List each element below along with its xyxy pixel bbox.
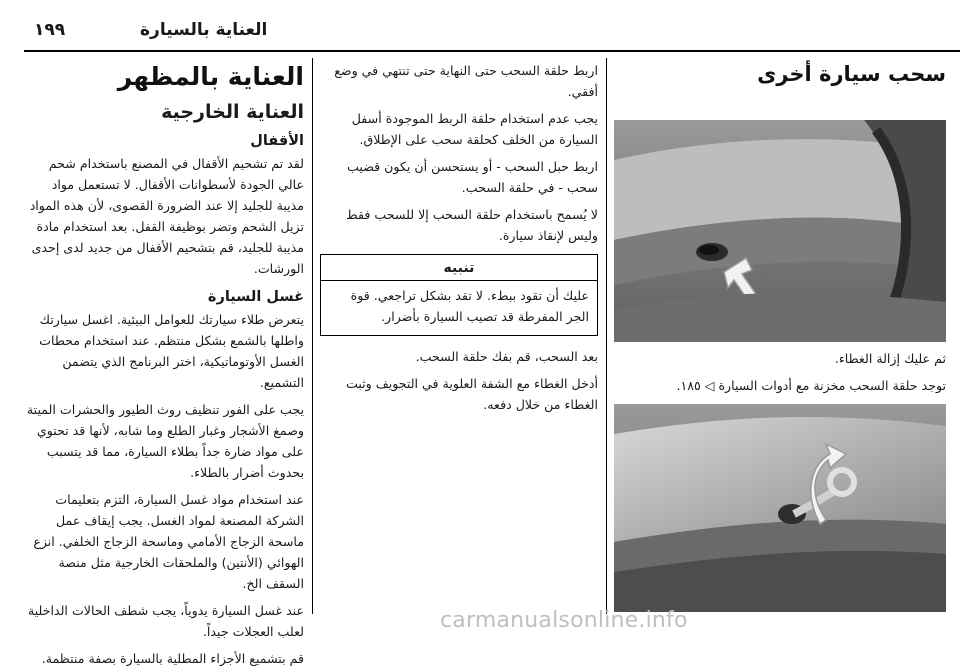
notice-title: تنبيه	[321, 255, 597, 281]
column-left	[22, 60, 304, 666]
column-divider	[312, 58, 313, 614]
caption-tow-eye-location: توجد حلقة السحب مخزنة مع أدوات السيارة ◁ ١٨٥.	[676, 378, 946, 393]
column-divider	[606, 58, 607, 614]
column-middle	[320, 60, 598, 622]
subsection-title-washing: غسل السيارة	[207, 289, 304, 305]
notice-body: عليك أن تقود ببطء. لا تقد بشكل تراجعي. قوة الجر المفرطة قد تصيب السيارة بأضرار.	[350, 288, 589, 324]
paragraph: اربط حبل السحب - أو يستحسن أن يكون قضيب سحب - في حلقة السحب.	[347, 159, 598, 195]
column-right	[614, 60, 946, 622]
paragraph: يجب عدم استخدام حلقة الربط الموجودة أسفل السيارة من الخلف كحلقة سحب على الإطلاق.	[351, 111, 598, 147]
page-number: ١٩٩	[34, 20, 66, 40]
caption-remove-cover: ثم عليك إزالة الغطاء.	[834, 351, 946, 366]
paragraph: لقد تم تشحيم الأقفال في المصنع باستخدام شحم عالي الجودة لأسطوانات الأقفال. لا تستعمل مواد مذيبة للجليد إلا عند الضرورة القصوى، لأن هذه المواد تزيل الشحم وتضر بوظيفة القفل. بعد استخدام مادة مذيبة للجليد، قم بتشحيم الأقفال من جديد لدى إحدى الورشات.	[29, 156, 304, 276]
page-header	[0, 8, 960, 52]
paragraph: بعد السحب، قم بفك حلقة السحب.	[415, 349, 598, 364]
subsection-title-locks: الأقفال	[250, 133, 304, 149]
chapter-title-appearance-care: العناية بالمظهر	[117, 62, 304, 91]
paragraph: اربط حلقة السحب حتى النهاية حتى تنتهي في وضع أفقي.	[334, 63, 598, 99]
paragraph: يجب على الفور تنظيف روث الطيور والحشرات الميتة وصمغ الأشجار وغبار الطلع وما شابه، لأنها قد تحتوي على مواد ضارة جداً بطلاء السيارة، مما قد يتسبب بحدوث أضرار بالطلاء.	[26, 402, 304, 480]
running-title: العناية بالسيارة	[140, 20, 268, 40]
tow-eye-illustration	[614, 404, 946, 612]
paragraph: قم بتشميع الأجزاء المطلية بالسيارة بصفة منتظمة.	[41, 651, 304, 666]
section-title-exterior-care: العناية الخارجية	[161, 101, 304, 123]
figure-tow-eye-install	[614, 404, 946, 612]
watermark: carmanualsonline.info	[440, 608, 688, 633]
bumper-cover-illustration	[614, 120, 946, 342]
figure-cover-removal	[614, 120, 946, 342]
paragraph: لا يُسمح باستخدام حلقة السحب إلا للسحب فقط وليس لإنقاذ سيارة.	[346, 207, 598, 243]
paragraph: عند استخدام مواد غسل السيارة، التزم بتعليمات الشركة المصنعة لمواد الغسل. يجب إيقاف عمل ماسحة الزجاج الأمامي وماسحة الزجاج الخلفي. انزع الهوائي (الأنتين) والملحقات الخارجية مثل منصة السقف الخ.	[33, 492, 304, 591]
paragraph: عند غسل السيارة يدوياً، يجب شطف الحالات الداخلية لعلب العجلات جيداً.	[27, 603, 304, 639]
section-title-towing: سحب سيارة أخرى	[757, 62, 946, 86]
paragraph: يتعرض طلاء سيارتك للعوامل البيئية. اغسل سيارتك واطلها بالشمع بشكل منتظم. عند استخدام محطات الغسل الأوتوماتيكية، اختر البرنامج الذي يتضمن التشميع.	[39, 312, 304, 390]
paragraph: أدخل الغطاء مع الشفة العلوية في التجويف وثبت الغطاء من خلال دفعه.	[345, 376, 598, 412]
header-rule	[24, 50, 960, 52]
notice-box	[320, 254, 598, 336]
